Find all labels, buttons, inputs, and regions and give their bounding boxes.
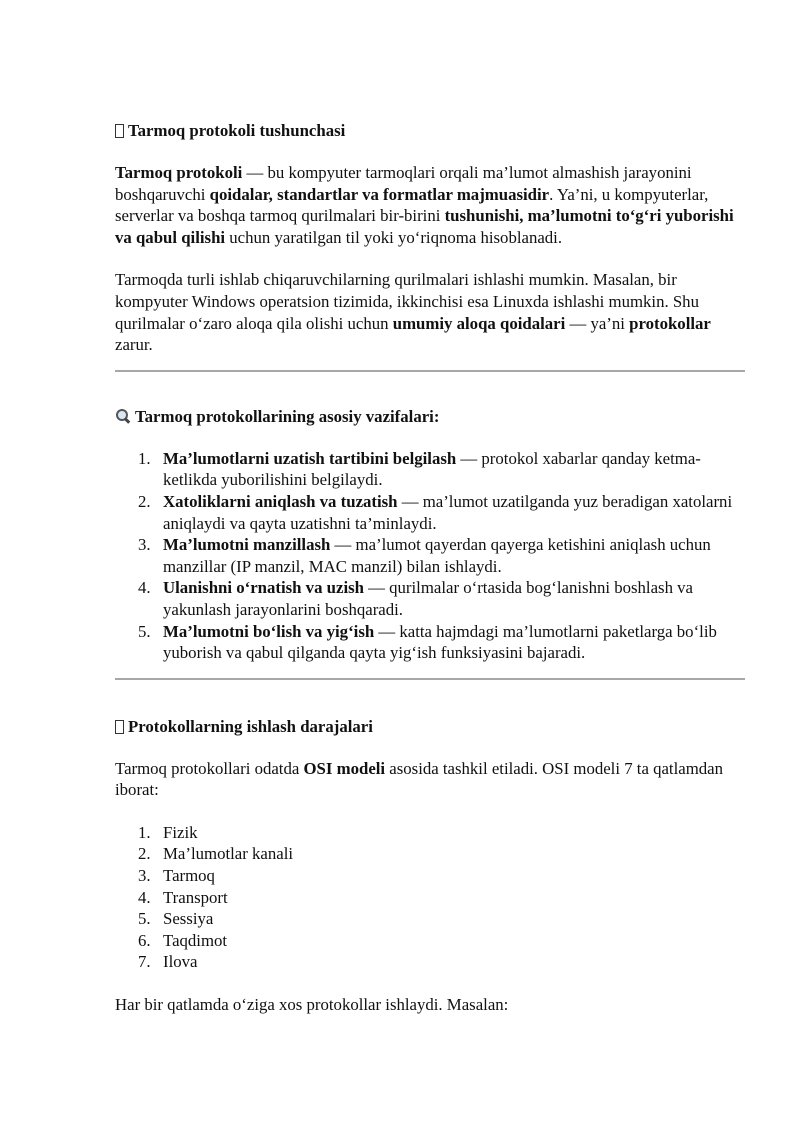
document-page [115, 120, 745, 1016]
functions-list [115, 448, 745, 664]
section-heading-protocol-levels: Protokollarning ishlash darajalari [115, 716, 745, 738]
paragraph-osi: Tarmoq protokollari odatda OSI modeli asosida tashkil etiladi. OSI modeli 7 ta qatlamdan iborat: [115, 758, 723, 800]
section-heading-protocol-concept: Tarmoq protokoli tushunchasi [115, 120, 745, 142]
list-item: 2. Ma’lumotlar kanali [138, 844, 294, 864]
list-item: 3. Tarmoq [138, 866, 215, 886]
missing-glyph-icon [115, 124, 124, 138]
missing-glyph-icon [115, 720, 124, 734]
list-item: 5. Ma’lumotni bo‘lish va yig‘ish — katta hajmdagi ma’lumotlarni paketlarga bo‘lib yuborish va qabul qilganda qayta yig‘ish funksiyasini bajaradi. [138, 621, 717, 663]
paragraph-definition: Tarmoq protokoli — bu kompyuter tarmoqlari orqali ma’lumot almashish jarayonini boshqaruvchi qoidalar, standartlar va formatlar majmuasidir. Ya’ni, u kompyuterlar, serverlar va boshqa tarmoq qurilmalari bir-birini tushunishi, ma’lumotni to‘g‘ri yuborishi va qabul qilishi uchun yaratilgan til yoki yo‘riqnoma hisoblanadi. [115, 163, 734, 247]
list-item: 4. Ulanishni o‘rnatish va uzish — qurilmalar o‘rtasida bog‘lanishni boshlash va yakunlash jarayonlarini boshqaradi. [138, 578, 693, 619]
list-item: 6. Taqdimot [138, 930, 228, 950]
paragraph-example: Tarmoqda turli ishlab chiqaruvchilarning qurilmalari ishlashi mumkin. Masalan, bir kompyuter Windows operatsion tizimida, ikkinchisi esa Linuxda ishlashi mumkin. Shu qurilmalar o‘zaro aloqa qila olishi uchun umumiy aloqa qoidalari — ya’ni protokollar zarur. [115, 270, 711, 355]
list-item: 2. Xatoliklarni aniqlash va tuzatish — ma’lumot uzatilganda yuz beradigan xatolarni aniqlaydi va qayta uzatishni ta’minlaydi. [138, 491, 733, 533]
magnifying-glass-icon [115, 408, 131, 424]
list-item: 7. Ilova [138, 952, 198, 972]
list-item: 1. Ma’lumotlarni uzatish tartibini belgilash — protokol xabarlar qanday ketma-ketlikda yuborilishini belgilaydi. [138, 448, 701, 490]
osi-layers-list [115, 822, 745, 973]
list-item: 4. Transport [138, 887, 228, 907]
paragraph-layer-protocols: Har bir qatlamda o‘ziga xos protokollar ishlaydi. Masalan: [115, 995, 509, 1015]
list-item: 5. Sessiya [138, 909, 214, 929]
list-item: 3. Ma’lumotni manzillash — ma’lumot qayerdan qayerga ketishini aniqlash uchun manzillar (IP manzil, MAC manzil) bilan ishlaydi. [138, 535, 711, 576]
list-item: 1. Fizik [138, 822, 198, 842]
section-heading-main-functions: Tarmoq protokollarining asosiy vazifalari: [115, 406, 745, 428]
